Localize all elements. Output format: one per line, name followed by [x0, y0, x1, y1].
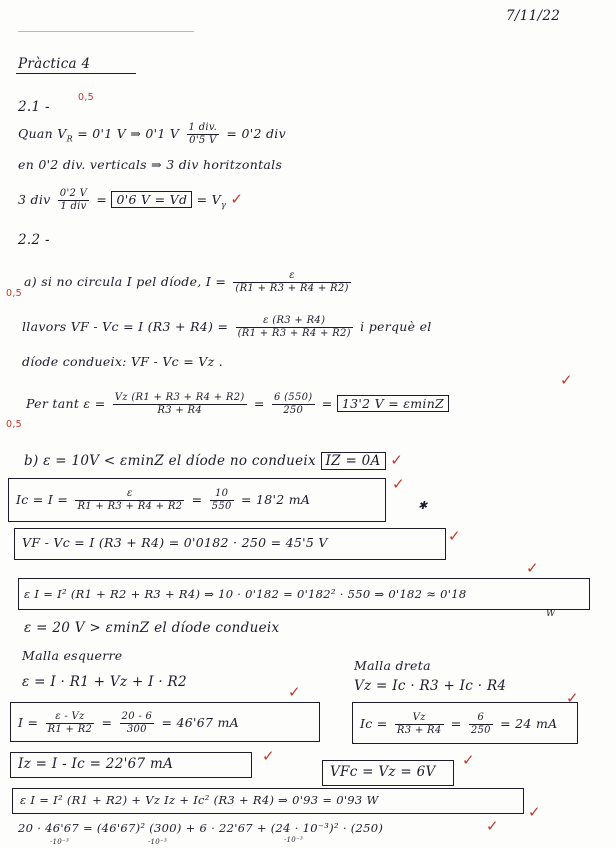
malla-i-line	[18, 711, 239, 736]
section-2-2-b-grade: 0,5	[6, 419, 23, 430]
s21-l1-den: 0'5 V	[189, 135, 217, 146]
s22-ic-post: = 18'2 mA	[240, 492, 311, 507]
s22-ll-den: (R1 + R3 + R4 + R2)	[237, 328, 351, 339]
malla-icr-line	[360, 712, 557, 737]
s22-pt-num2: 6 (550)	[273, 392, 313, 403]
s22-ic-den2: 550	[211, 501, 232, 512]
s22-a-den: (R1 + R3 + R4 + R2)	[235, 283, 349, 294]
section-2-1-number: 2.1 -	[18, 99, 50, 115]
malla-left-eq: ε = I · R1 + Vz + I · R2	[22, 674, 187, 690]
malla-i-fraction	[46, 711, 95, 736]
star-mark: ✱	[418, 499, 428, 512]
s22-a-num: ε	[233, 270, 350, 283]
s21-l3-pre: 3 div	[18, 192, 51, 207]
s22-pt-num1: Vz (R1 + R3 + R4 + R2)	[114, 392, 245, 403]
malla-icr-den2: 250	[470, 725, 491, 736]
s22-ic-pre: Ic = I =	[16, 492, 69, 507]
s21-l1-fraction	[187, 122, 220, 147]
s22-condueix-line: díode condueix: VF - Vc = Vz .	[22, 354, 224, 369]
s21-l3-sub: γ	[220, 200, 227, 210]
malla-icr-eq: =	[450, 716, 462, 731]
tick-mark: ✓	[560, 371, 573, 389]
s22-ic-num: ε	[75, 488, 184, 501]
tick-mark: ✓	[288, 683, 301, 701]
s21-l1-mid: = 0'1 V ⇒ 0'1 V	[72, 126, 180, 141]
s22-ei-unit: W	[546, 609, 556, 619]
s22-ic-num2: 10	[210, 488, 234, 501]
s21-l3-box: 0'6 V = Vd	[111, 191, 192, 208]
s21-l1-sub: R	[66, 134, 73, 144]
s21-l3-den: 1 div	[60, 201, 87, 212]
s22-a-text: a) si no circula I pel díode, I =	[24, 274, 227, 289]
exp-mark-3: ·10⁻³	[284, 836, 304, 844]
s22-iz-box: IZ = 0A	[321, 452, 386, 470]
malla-icr-den: R3 + R4	[396, 725, 442, 736]
tick-mark: ✓	[486, 817, 499, 835]
s22-llavors-line	[22, 315, 432, 340]
s22-pt-den2: 250	[283, 405, 304, 416]
s22-ll-num: ε (R3 + R4)	[236, 315, 353, 328]
tick-mark: ✓	[526, 559, 539, 577]
tick-mark: ✓	[528, 803, 541, 821]
s22-pt-pre: Per tant ε =	[26, 396, 106, 411]
s21-l3-post: = V	[196, 192, 221, 207]
malla-icr-post: = 24 mA	[500, 716, 558, 731]
s21-l1-num: 1 div.	[188, 122, 218, 133]
section-2-1-grade: 0,5	[78, 92, 95, 103]
malla-i-pre: I =	[18, 715, 39, 730]
top-rule	[18, 31, 194, 32]
malla-icr-num2: 6	[469, 712, 493, 725]
s22-pt-eq: =	[253, 396, 265, 411]
malla-i-num: ε - Vz	[46, 711, 95, 724]
s22-pt-fraction-2	[272, 392, 315, 417]
s22-per-tant-line: Per tant ε = $\frac{Vz (R1 + R3 + R4 + R2)}{R3 + R4}$ = $\frac{6 (550)}{250}$ = 13'2 V = εminZ	[26, 392, 449, 417]
s21-l3-num: 0'2 V	[59, 188, 88, 199]
section-2-2-number: 2.2 -	[18, 232, 50, 248]
tick-mark: ✓	[262, 747, 275, 765]
s22-a-line	[24, 270, 354, 295]
malla-dreta-title: Malla dreta	[354, 658, 431, 673]
s22-ic-line	[16, 488, 310, 513]
malla-vfc-line: VFc = Vz = 6V	[330, 764, 436, 780]
s22-b-line	[24, 452, 403, 469]
malla-i-post: = 46'67 mA	[161, 715, 240, 730]
s21-line-2: en 0'2 div. verticals ⇒ 3 div horitzontals	[18, 157, 283, 172]
malla-iz-line: Iz = I - Ic = 22'67 mA	[18, 756, 174, 772]
malla-i-fraction-2	[120, 711, 155, 736]
s22-pt-den1: R3 + R4	[157, 405, 202, 416]
s22-ic-den: R1 + R3 + R4 + R2	[77, 501, 183, 512]
malla-i-num2: 20 - 6	[121, 711, 153, 722]
s21-line-1	[18, 122, 286, 148]
malla-i-eq: =	[101, 715, 113, 730]
malla-esquerre-title: Malla esquerre	[22, 648, 123, 663]
page-title: Pràctica 4	[18, 56, 91, 72]
malla-i-den2: 300	[126, 724, 147, 735]
malla-icr-pre: Ic =	[360, 716, 388, 731]
s22-emin-box: 13'2 V = εminZ	[337, 395, 449, 412]
s22-b-text: b) ε = 10V < εminZ el díode no condueix	[24, 453, 316, 469]
title-underline	[16, 73, 136, 74]
s21-l1-pre: Quan V	[18, 126, 67, 141]
s22-ll-fraction	[236, 315, 353, 340]
malla-i-den: R1 + R2	[47, 724, 93, 735]
s22-e20-line: ε = 20 V > εminZ el díode condueix	[24, 620, 280, 636]
malla-right-eq: Vz = Ic · R3 + Ic · R4	[354, 678, 507, 694]
section-2-2-a-grade: 0,5	[6, 288, 23, 299]
tick-mark: ✓	[566, 689, 579, 707]
s21-line-3: 3 div $\frac{0'2 V}{\text{1 div}}$ = 0'6 $V = Vd = V_\gamma$ ✓	[18, 188, 244, 212]
s22-ll-post: i perquè el	[360, 319, 432, 334]
s22-a-fraction	[233, 270, 350, 295]
tick-mark: ✓	[448, 527, 461, 545]
s22-vf-line: VF - Vc = I (R3 + R4) = 0'0182 · 250 = 45'5 V	[22, 535, 328, 550]
malla-icr-num: Vz	[395, 712, 444, 725]
s22-ll-pre: llavors VF - Vc = I (R3 + R4) =	[22, 319, 229, 334]
s22-ic-fraction-2	[210, 488, 234, 513]
s22-ic-eq: =	[191, 492, 203, 507]
malla-icr-fraction-2	[469, 712, 493, 737]
s21-l3-fraction	[58, 188, 89, 213]
s22-pt-fraction-1	[113, 392, 247, 417]
s22-ic-fraction	[75, 488, 184, 513]
malla-power-line: ε I = I² (R1 + R2) + Vz Iz + Ic² (R3 + R4) ⇒ 0'93 = 0'93 W	[20, 793, 379, 807]
exp-mark-2: ·10⁻³	[148, 838, 168, 846]
s21-l1-post: = 0'2 div	[226, 126, 286, 141]
exp-mark-1: ·10⁻³	[50, 838, 70, 846]
malla-icr-fraction	[395, 712, 444, 737]
s22-ei-line: ε I = I² (R1 + R2 + R3 + R4) ⇒ 10 · 0'182 = 0'182² · 550 ⇒ 0'182 ≈ 0'18	[24, 587, 467, 601]
tick-mark: ✓	[230, 190, 244, 208]
tick-mark: ✓	[390, 451, 404, 469]
date: 7/11/22	[506, 8, 561, 24]
tick-mark: ✓	[462, 751, 475, 769]
tick-mark: ✓	[392, 475, 405, 493]
malla-last-line: 20 · 46'67 = (46'67)² (300) + 6 · 22'67 + (24 · 10⁻³)² · (250)	[18, 821, 384, 835]
